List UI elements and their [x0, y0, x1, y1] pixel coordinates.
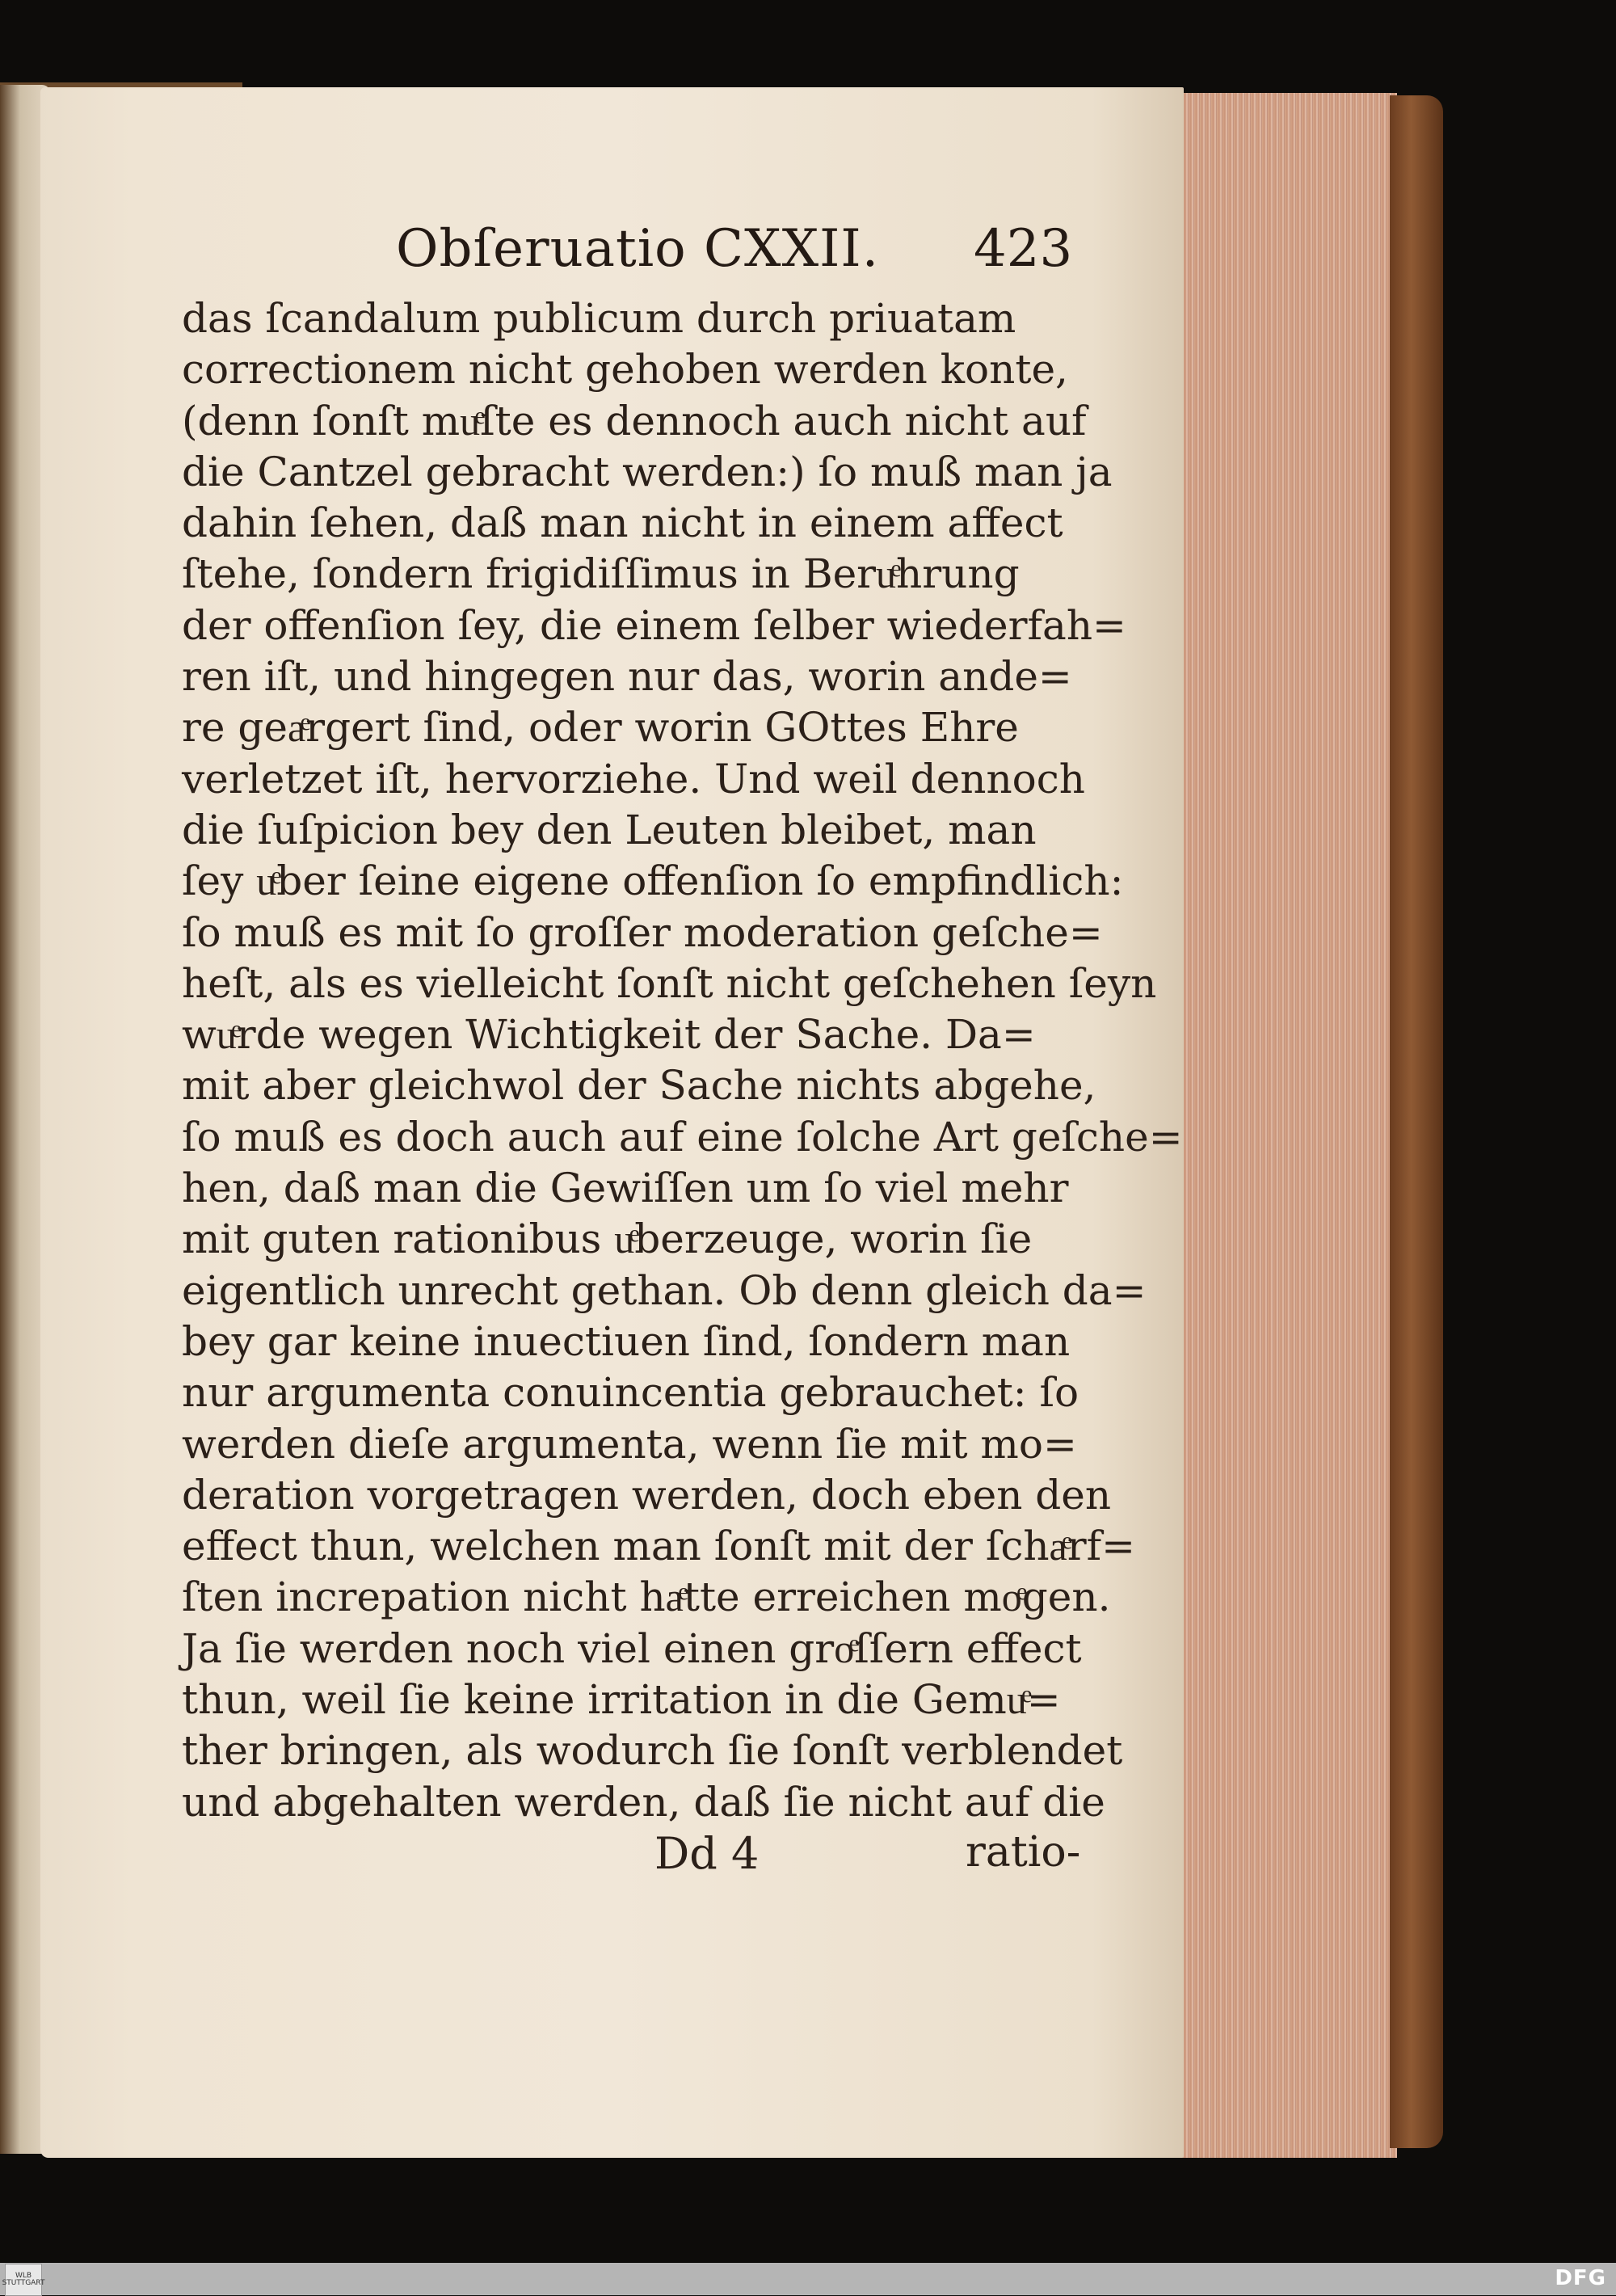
text-line: werden dieſe argumenta, wenn ſie mit mo= [182, 1420, 1077, 1468]
page-header [182, 190, 1071, 279]
text-line: heſt, als es vielleicht ſonſt nicht geſchehen ſeyn [182, 959, 1157, 1007]
page-fore-edge [1180, 93, 1397, 2158]
dfg-logo: DFG [1555, 2266, 1606, 2290]
text-line: ſo muß es mit ſo groſſer moderation geſche= [182, 908, 1103, 956]
text-line: deration vorgetragen werden, doch eben den [182, 1471, 1112, 1519]
text-line: re geaͤrgert ſind, oder worin GOttes Ehre [182, 704, 1019, 752]
text-line: hen, daß man die Gewiſſen um ſo viel mehr [182, 1165, 1069, 1212]
page-footer [182, 1827, 1081, 1893]
signature-mark: Dd 4 [654, 1827, 760, 1879]
library-logo-icon: WLB STUTTGART [5, 2264, 42, 2296]
running-title: Obſeruatio CXXII. [396, 219, 880, 279]
text-line: der offenſion ſey, die einem ſelber wiederfah= [182, 601, 1126, 649]
text-line: Ja ſie werden noch viel einen groͤſſern effect [182, 1624, 1082, 1672]
text-line: correctionem nicht gehoben werden konte, [182, 346, 1068, 394]
viewer-bottom-bar [0, 2263, 1616, 2295]
text-line: ther bringen, als wodurch ſie ſonſt verblendet [182, 1727, 1123, 1775]
text-line: das ſcandalum publicum durch priuatam [182, 295, 1016, 342]
text-line: nur argumenta conuincentia gebrauchet: ſo [182, 1369, 1079, 1417]
text-line: ſo muß es doch auch auf eine ſolche Art geſche= [182, 1113, 1183, 1161]
text-line: verletzet iſt, hervorziehe. Und weil dennoch [182, 755, 1085, 803]
text-line: ſten increpation nicht haͤtte erreichen moͤgen. [182, 1573, 1111, 1621]
text-line: effect thun, welchen man ſonſt mit der ſchaͤrf= [182, 1523, 1136, 1570]
text-line: die ſuſpicion bey den Leuten bleibet, man [182, 806, 1037, 853]
book-page [40, 87, 1184, 2158]
catchword: ratio- [966, 1827, 1081, 1877]
text-line: mit guten rationibus uͤberzeuge, worin ſie [182, 1215, 1033, 1263]
text-line: ſey uͤber ſeine eigene offenſion ſo empfindlich: [182, 857, 1124, 905]
text-line: dahin ſehen, daß man nicht in einem affect [182, 499, 1063, 547]
text-line: bey gar keine inuectiuen ſind, ſondern man [182, 1317, 1071, 1365]
text-line: ren iſt, und hingegen nur das, worin ande= [182, 653, 1072, 701]
text-line: mit aber gleichwol der Sache nichts abgehe, [182, 1062, 1096, 1110]
page-number: 423 [974, 219, 1073, 279]
text-line: und abgehalten werden, daß ſie nicht auf die [182, 1778, 1105, 1826]
text-line: wuͤrde wegen Wichtigkeit der Sache. Da= [182, 1011, 1036, 1059]
page-text-block [182, 190, 1183, 1893]
text-line: ſtehe, ſondern frigidiſſimus in Beruͤhrung [182, 550, 1020, 598]
text-line: (denn ſonſt muͤſte es dennoch auch nicht auf [182, 397, 1087, 444]
body-text [182, 293, 1183, 1828]
text-line: thun, weil ſie keine irritation in die Gemuͤ= [182, 1676, 1061, 1724]
book-cover-right [1390, 95, 1443, 2148]
text-line: die Cantzel gebracht werden:) ſo muß man ja [182, 448, 1113, 495]
text-line: eigentlich unrecht gethan. Ob denn gleich da= [182, 1266, 1147, 1314]
